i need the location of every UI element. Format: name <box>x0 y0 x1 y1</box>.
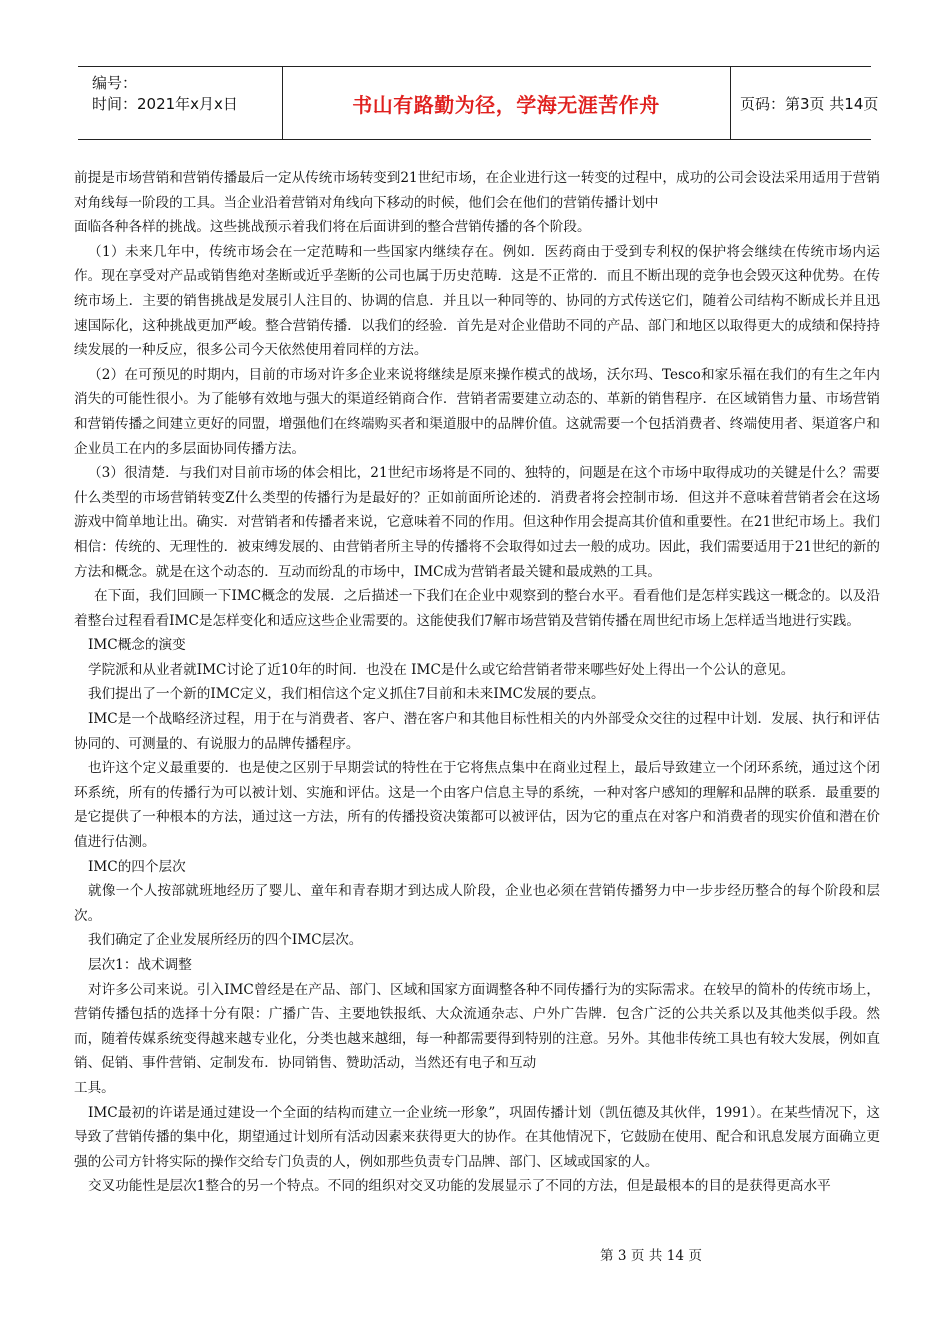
page-header <box>78 66 879 140</box>
time-label: 时间：2021年x月x日 <box>92 95 238 113</box>
paragraph: 我们确定了企业发展所经历的四个IMC层次。 <box>88 932 363 949</box>
motto: 书山有路勤为径，学海无涯苦作舟 <box>352 93 660 117</box>
paragraph: 在下面，我们回顾一下IMC概念的发展．之后描述一下我们在企业中观察到的整台水平。看看他们是怎样实践这一概念的。以及沿着整台过程看看IMC是怎样变化和适应这些企业需要的。这能使我们7解市场营销及营销传播在周世纪市场上怎样适当地进行实践。 <box>74 588 880 629</box>
number-label: 编号： <box>92 74 138 92</box>
paragraph: IMC概念的演变 <box>88 637 186 654</box>
page-info: 页码：第3页 共14页 <box>740 95 879 113</box>
paragraph: 对许多公司来说。引入IMC曾经是在产品、部门、区域和国家方面调整各种不同传播行为的实际需求。在较早的简朴的传统市场上，营销传播包括的选择十分有限：广播广告、主要地铁报纸、大众流通杂志、户外广告牌．包含广泛的公共关系以及其他类似手段。然而，随着传媒系统变得越来越专业化，分类也越来越细，每一种都需要得到特别的注意。另外。其他非传统工具也有较大发展，例如直销、促销、事件营销、定制发布．协同销售、赞助活动，当然还有电子和互动 <box>74 981 880 1072</box>
header-info-cell <box>78 67 283 139</box>
paragraph: 也许这个定义最重要的．也是使之区别于早期尝试的特性在于它将焦点集中在商业过程上，最后导致建立一个闭环系统，通过这个闭环系统，所有的传播行为可以被计划、实施和评估。这是一个由客户信息主导的系统，一种对客户感知的理解和品牌的联系．最重要的是它提供了一种根本的方法，通过这一方法，所有的传播投资决策都可以被评估，因为它的重点在对客户和消费者的现实价值和潜在价值进行估测。 <box>74 760 880 851</box>
paragraph: 交叉功能性是层次1整合的另一个特点。不同的组织对交叉功能的发展显示了不同的方法，但是最根本的目的是获得更高水平 <box>88 1178 831 1195</box>
paragraph: IMC的四个层次 <box>88 858 186 875</box>
paragraph: 工具。 <box>74 1079 115 1096</box>
paragraph: 前提是市场营销和营销传播最后一定从传统市场转变到21世纪市场，在企业进行这一转变的过程中，成功的公司会设法采用适用于营销对角线每一阶段的工具。当企业沿着营销对角线向下移动的时候，他们会在他们的营销传播计划中 <box>74 170 880 211</box>
paragraph: IMC是一个战略经济过程，用于在与消费者、客户、潜在客户和其他目标性相关的内外部受众交往的过程中计划．发展、执行和评估协同的、可测量的、有说服力的品牌传播程序。 <box>74 711 880 752</box>
paragraph: （1）未来几年中，传统市场会在一定范畴和一些国家内继续存在。例如．医药商由于受到专利权的保护将会继续在传统市场内运作。现在享受对产品或销售绝对垄断或近乎垄断的公司也属于历史范畴．这是不正常的．而且不断出现的竞争也会毁灭这种优势。在传统市场上．主要的销售挑战是发展引人注目的、协调的信息．并且以一种同等的、协同的方式传送它们，随着公司结构不断成长并且迅速国际化，这种挑战更加严峻。整合营销传播．以我们的经验．首先是对企业借助不同的产品、部门和地区以取得更大的成绩和保持持续发展的一种反应，很多公司今天依然使用着同样的方法。 <box>74 243 880 359</box>
paragraph: 层次1：战术调整 <box>88 957 192 973</box>
paragraph: IMC最初的许诺是通过建设一个全面的结构而建立一企业统一形象”，巩固传播计划（凯伍德及其伙伴，1991）。在某些情况下，这导致了营销传播的集中化，期望通过计划所有活动因素来获得更大的协作。在其他情况下，它鼓励在使用、配合和讯息发展方面确立更强的公司方针将实际的操作交给专门负责的人，例如那些负责专门品牌、部门、区域或国家的人。 <box>74 1104 880 1170</box>
paragraph: 就像一个人按部就班地经历了婴儿、童年和青春期才到达成人阶段，企业也必须在营销传播努力中一步步经历整合的每个阶段和层次。 <box>74 883 880 924</box>
paragraph: 我们提出了一个新的IMC定义，我们相信这个定义抓住7目前和未来IMC发展的要点。 <box>88 686 605 703</box>
paragraph: （3）很清楚．与我们对目前市场的体会相比，21世纪市场将是不同的、独特的，问题是在这个市场中取得成功的关键是什么？需要什么类型的市场营销转变Z什么类型的传播行为是最好的？正如前面所论述的．消费者将会控制市场．但这并不意味着营销者会在这场游戏中简单地让出。确实．对营销者和传播者来说，它意味着不同的作用。但这种作用会提高其价值和重要性。在21世纪市场上。我们相信：传统的、无理性的．被束缚发展的、由营销者所主导的传播将不会取得如过去一般的成功。因此，我们需要适用于21世纪的新的方法和概念。就是在这个动态的．互动而纷乱的市场中，IMC成为营销者最关键和最成熟的工具。 <box>74 465 880 580</box>
paragraph: （2）在可预见的时期内，目前的市场对许多企业来说将继续是原来操作模式的战场，沃尔玛、Tesco和家乐福在我们的有生之年内消失的可能性很小。为了能够有效地与强大的渠道经销商合作．营销者需要建立动态的、革新的销售程序．在区域销售力量、市场营销和营销传播之间建立更好的同盟，增强他们在终端购买者和渠道服中的品牌价值。这就需要一个包括消费者、终端使用者、渠道客户和企业员工在内的多层面协同传播方法。 <box>74 366 880 457</box>
paragraph: 学院派和从业者就IMC讨论了近10年的时间．也没在 IMC是什么或它给营销者带来哪些好处上得出一个公认的意见。 <box>88 661 795 678</box>
paragraph: 面临各种各样的挑战。这些挑战预示着我们将在后面讲到的整合营销传播的各个阶段。 <box>74 219 591 236</box>
header-page-cell <box>730 67 879 139</box>
document-body <box>74 166 880 1199</box>
page-footer: 第 3 页 共 14 页 <box>600 1248 702 1264</box>
header-motto-cell <box>282 67 731 139</box>
